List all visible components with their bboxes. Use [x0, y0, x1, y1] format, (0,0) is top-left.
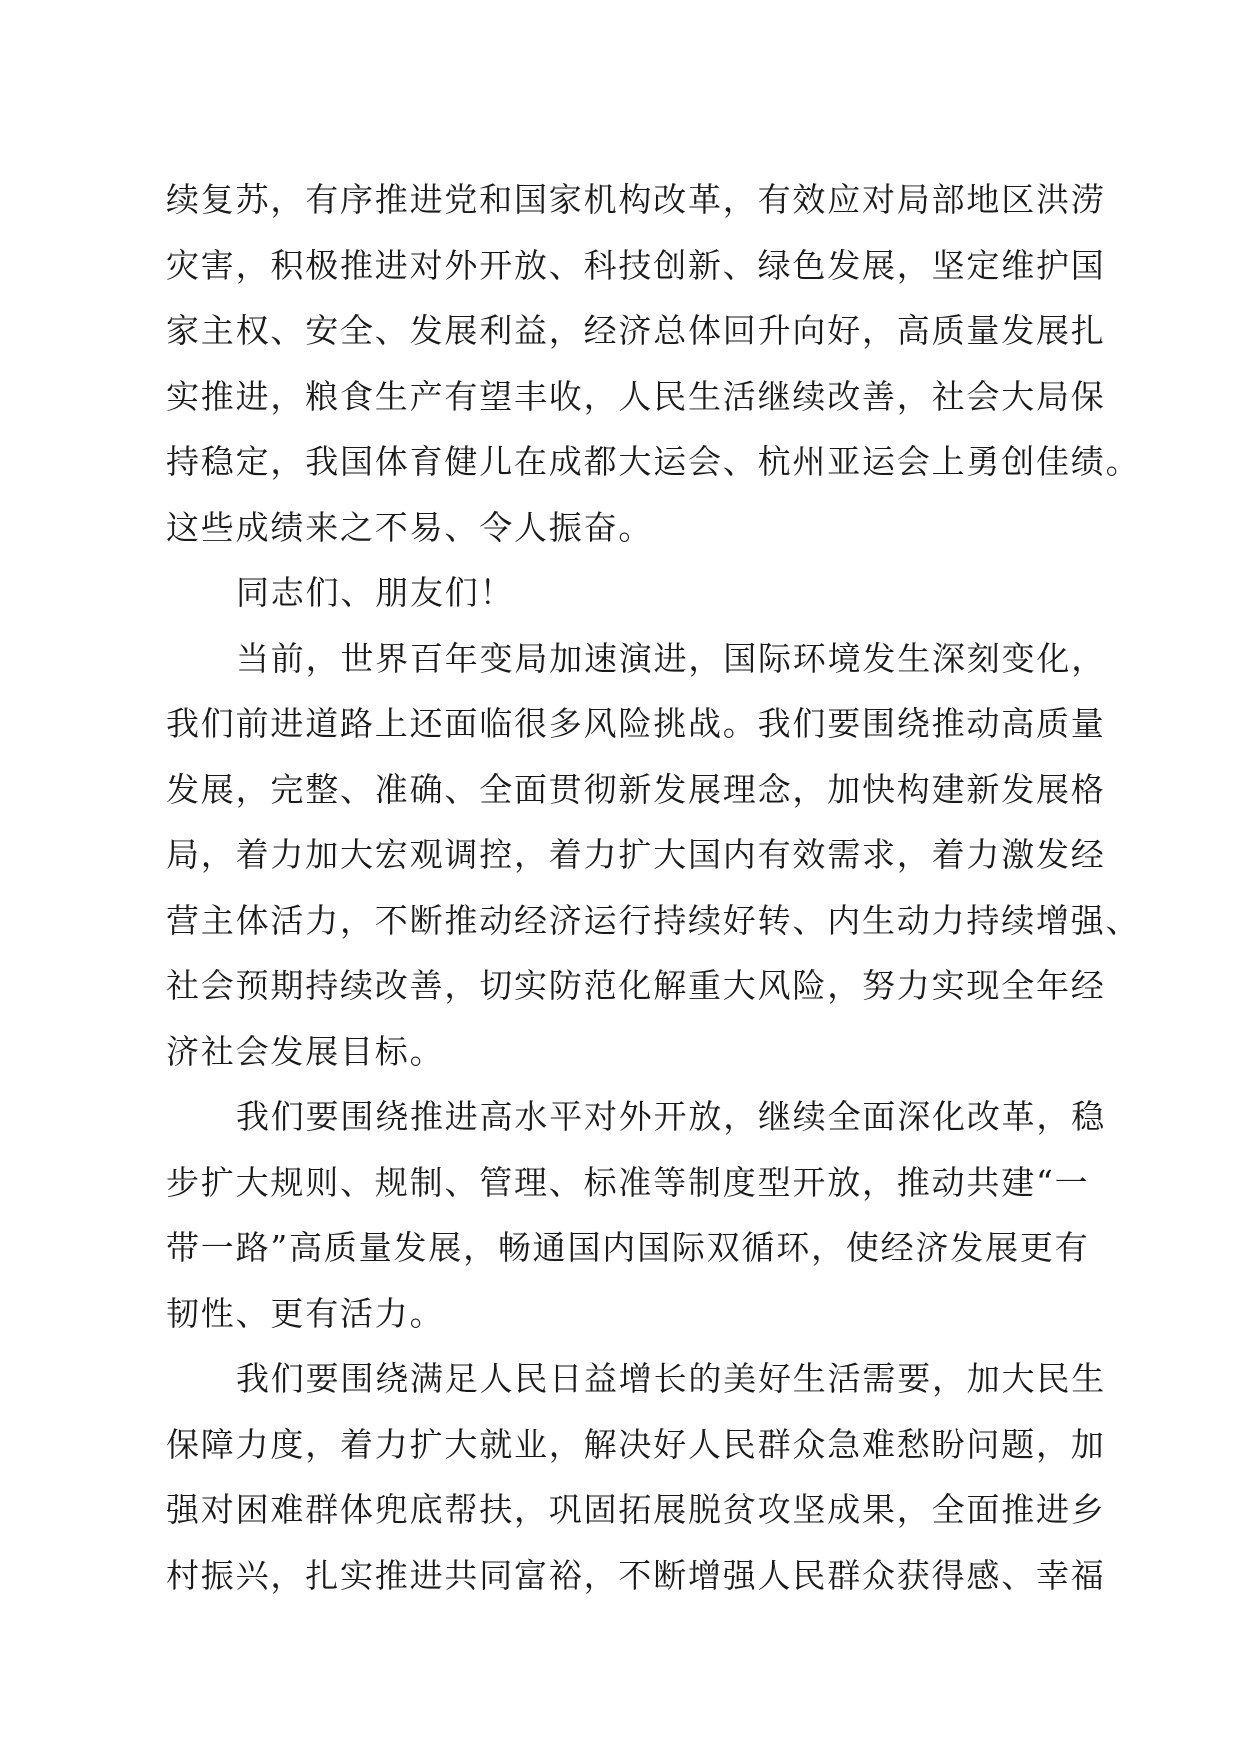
- text-line: 我们要围绕满足人民日益增长的美好生活需要，加大民生: [236, 1359, 1106, 1398]
- text-line: 我们要围绕推进高水平对外开放，继续全面深化改革，稳: [236, 1097, 1106, 1136]
- text-line: 续复苏，有序推进党和国家机构改革，有效应对局部地区洪涝: [166, 180, 1106, 219]
- text-line: 实推进，粮食生产有望丰收，人民生活继续改善，社会大局保: [166, 376, 1106, 416]
- text-line: 当前，世界百年变局加速演进，国际环境发生深刻变化，: [236, 638, 1106, 678]
- text-line: 济社会发展目标。: [166, 1031, 445, 1071]
- text-line: 步扩大规则、规制、管理、标准等制度型开放，推动共建“一: [166, 1162, 1090, 1202]
- text-line: 带一路”高质量发展，畅通国内国际双循环，使经济发展更有: [166, 1228, 1090, 1267]
- text-line: 灾害，积极推进对外开放、科技创新、绿色发展，坚定维护国: [166, 245, 1106, 285]
- text-line: 这些成绩来之不易、令人振奋。: [166, 507, 654, 547]
- text-line: 持稳定，我国体育健儿在成都大运会、杭州亚运会上勇创佳绩。: [166, 442, 1141, 481]
- text-line: 社会预期持续改善，切实防范化解重大风险，努力实现全年经: [166, 966, 1106, 1005]
- text-line: 强对困难群体兜底帮扶，巩固拓展脱贫攻坚成果，全面推进乡: [166, 1490, 1106, 1529]
- body-text: [166, 167, 1141, 1608]
- text-line: 村振兴，扎实推进共同富裕，不断增强人民群众获得感、幸福: [166, 1555, 1106, 1595]
- text-line: 韧性、更有活力。: [166, 1293, 445, 1333]
- text-line: 保障力度，着力扩大就业，解决好人民群众急难愁盼问题，加: [166, 1424, 1106, 1464]
- text-line: 局，着力加大宏观调控，着力扩大国内有效需求，着力激发经: [166, 835, 1106, 874]
- text-line: 营主体活力，不断推动经济运行持续好转、内生动力持续增强、: [166, 900, 1141, 940]
- text-line: 发展，完整、准确、全面贯彻新发展理念，加快构建新发展格: [166, 769, 1106, 809]
- text-line: 同志们、朋友们！: [236, 573, 515, 612]
- text-line: 家主权、安全、发展利益，经济总体回升向好，高质量发展扎: [166, 311, 1106, 350]
- text-line: 我们前进道路上还面临很多风险挑战。我们要围绕推动高质量: [166, 704, 1106, 743]
